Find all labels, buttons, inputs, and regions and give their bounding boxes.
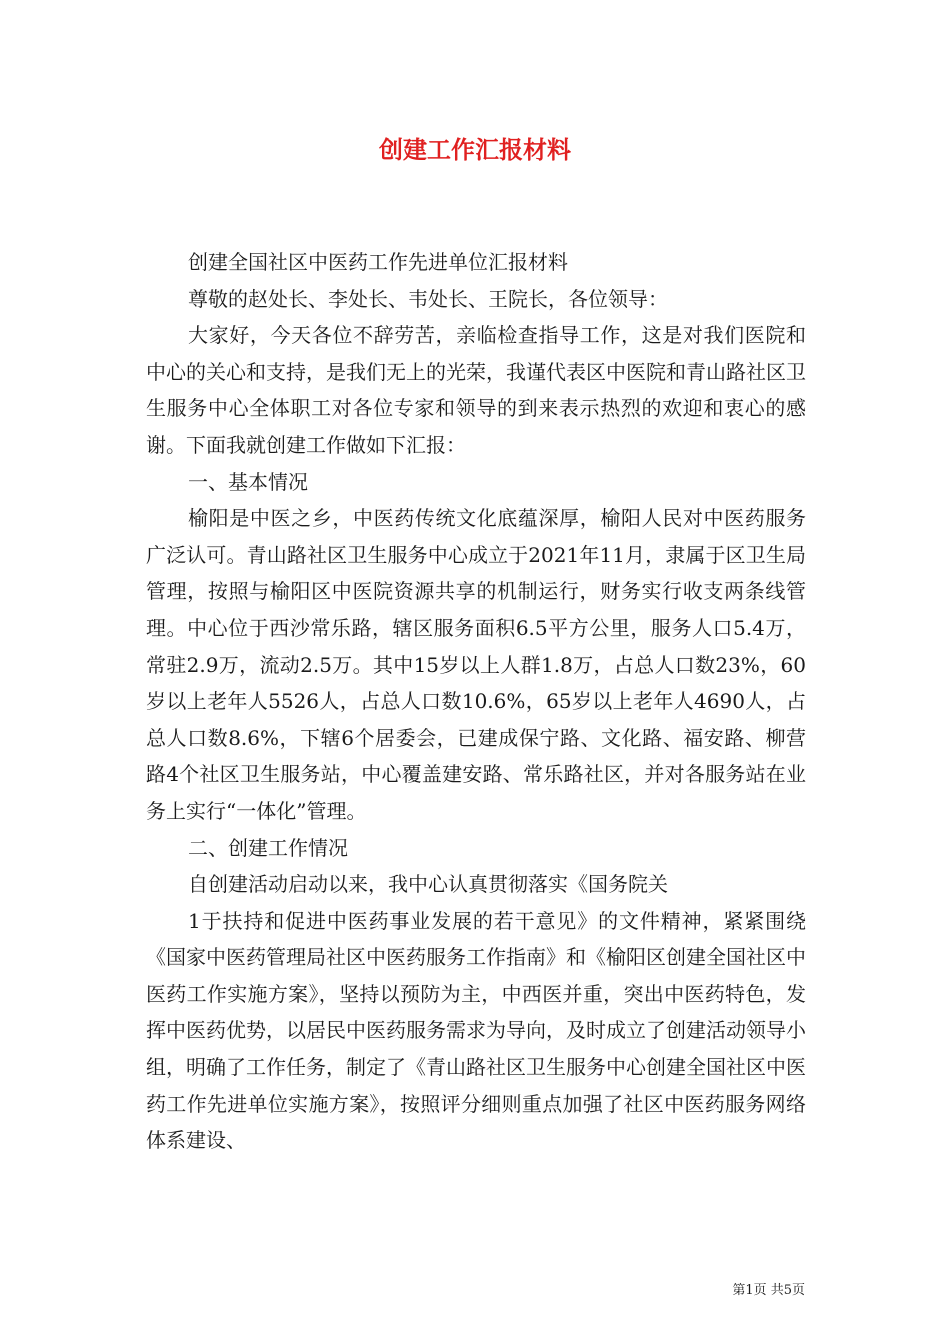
basic-situation-paragraph: 榆阳是中医之乡，中医药传统文化底蕴深厚，榆阳人民对中医药服务广泛认可。青山路社区卫生服务中心成立于2021年11月，隶属于区卫生局管理，按照与榆阳区中医院资源共享的机制运行，财务实行收支两条线管理。中心位于西沙常乐路，辖区服务面积6.5平方公里，服务人口5.4万，常驻2.9万，流动2.5万。其中15岁以上人群1.8万，占总人口数23%，60岁以上老年人5526人，占总人口数10.6%，65岁以上老年人4690人，占总人口数8.6%，下辖6个居委会，已建成保宁路、文化路、福安路、柳营路4个社区卫生服务站，中心覆盖建安路、常乐路社区，并对各服务站在业务上实行“一体化”管理。 — [146, 506, 806, 823]
work-intro-paragraph: 自创建活动启动以来，我中心认真贯彻落实《国务院关 — [188, 872, 668, 897]
greeting-paragraph: 大家好，今天各位不辞劳苦，亲临检查指导工作，这是对我们医院和中心的关心和支持，是我们无上的光荣，我谨代表区中医院和青山路社区卫生服务中心全体职工对各位专家和领导的到来表示热烈的欢迎和衷心的感谢。下面我就创建工作做如下汇报： — [146, 323, 806, 457]
salutation-paragraph: 尊敬的赵处长、李处长、韦处长、王院长，各位领导： — [188, 286, 668, 311]
page-number-footer: 第1页 共5页 — [732, 1283, 805, 1298]
section-heading-basic: 一、基本情况 — [188, 469, 308, 494]
section-heading-work: 二、创建工作情况 — [188, 835, 348, 860]
page-title: 创建工作汇报材料 — [379, 135, 571, 164]
subtitle-paragraph: 创建全国社区中医药工作先进单位汇报材料 — [188, 250, 568, 274]
document-body — [146, 244, 806, 1159]
work-detail-paragraph: 1于扶持和促进中医药事业发展的若干意见》的文件精神，紧紧围绕《国家中医药管理局社区中医药服务工作指南》和《榆阳区创建全国社区中医药工作实施方案》，坚持以预防为主，中西医并重，突出中医药特色，发挥中医药优势，以居民中医药服务需求为导向，及时成立了创建活动领导小组，明确了工作任务，制定了《青山路社区卫生服务中心创建全国社区中医药工作先进单位实施方案》，按照评分细则重点加强了社区中医药服务网络体系建设、 — [146, 908, 806, 1153]
